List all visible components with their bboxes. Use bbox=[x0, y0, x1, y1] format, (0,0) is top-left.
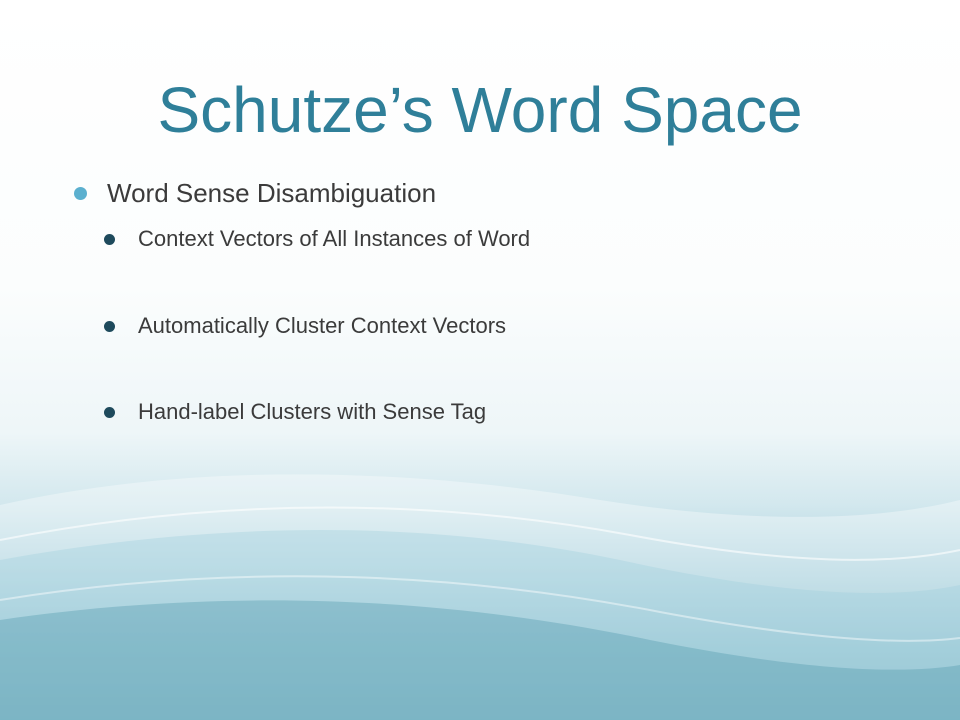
bullet-level1 bbox=[74, 176, 436, 210]
bullet-level1-text: Word Sense Disambiguation bbox=[107, 178, 437, 208]
bullet-dot-icon bbox=[74, 187, 87, 200]
bullet-level2-text: Context Vectors of All Instances of Word bbox=[138, 226, 531, 251]
bullet-level2-text: Hand-label Clusters with Sense Tag bbox=[138, 399, 487, 424]
bullet-dot-icon bbox=[104, 234, 115, 245]
slide-title: Schutze’s Word Space bbox=[157, 74, 803, 146]
bullet-level2-text: Automatically Cluster Context Vectors bbox=[138, 313, 507, 338]
bullet-level2 bbox=[104, 398, 486, 426]
bullet-level2 bbox=[104, 225, 530, 253]
bullet-level2 bbox=[104, 312, 506, 340]
bullet-dot-icon bbox=[104, 321, 115, 332]
bullet-dot-icon bbox=[104, 407, 115, 418]
